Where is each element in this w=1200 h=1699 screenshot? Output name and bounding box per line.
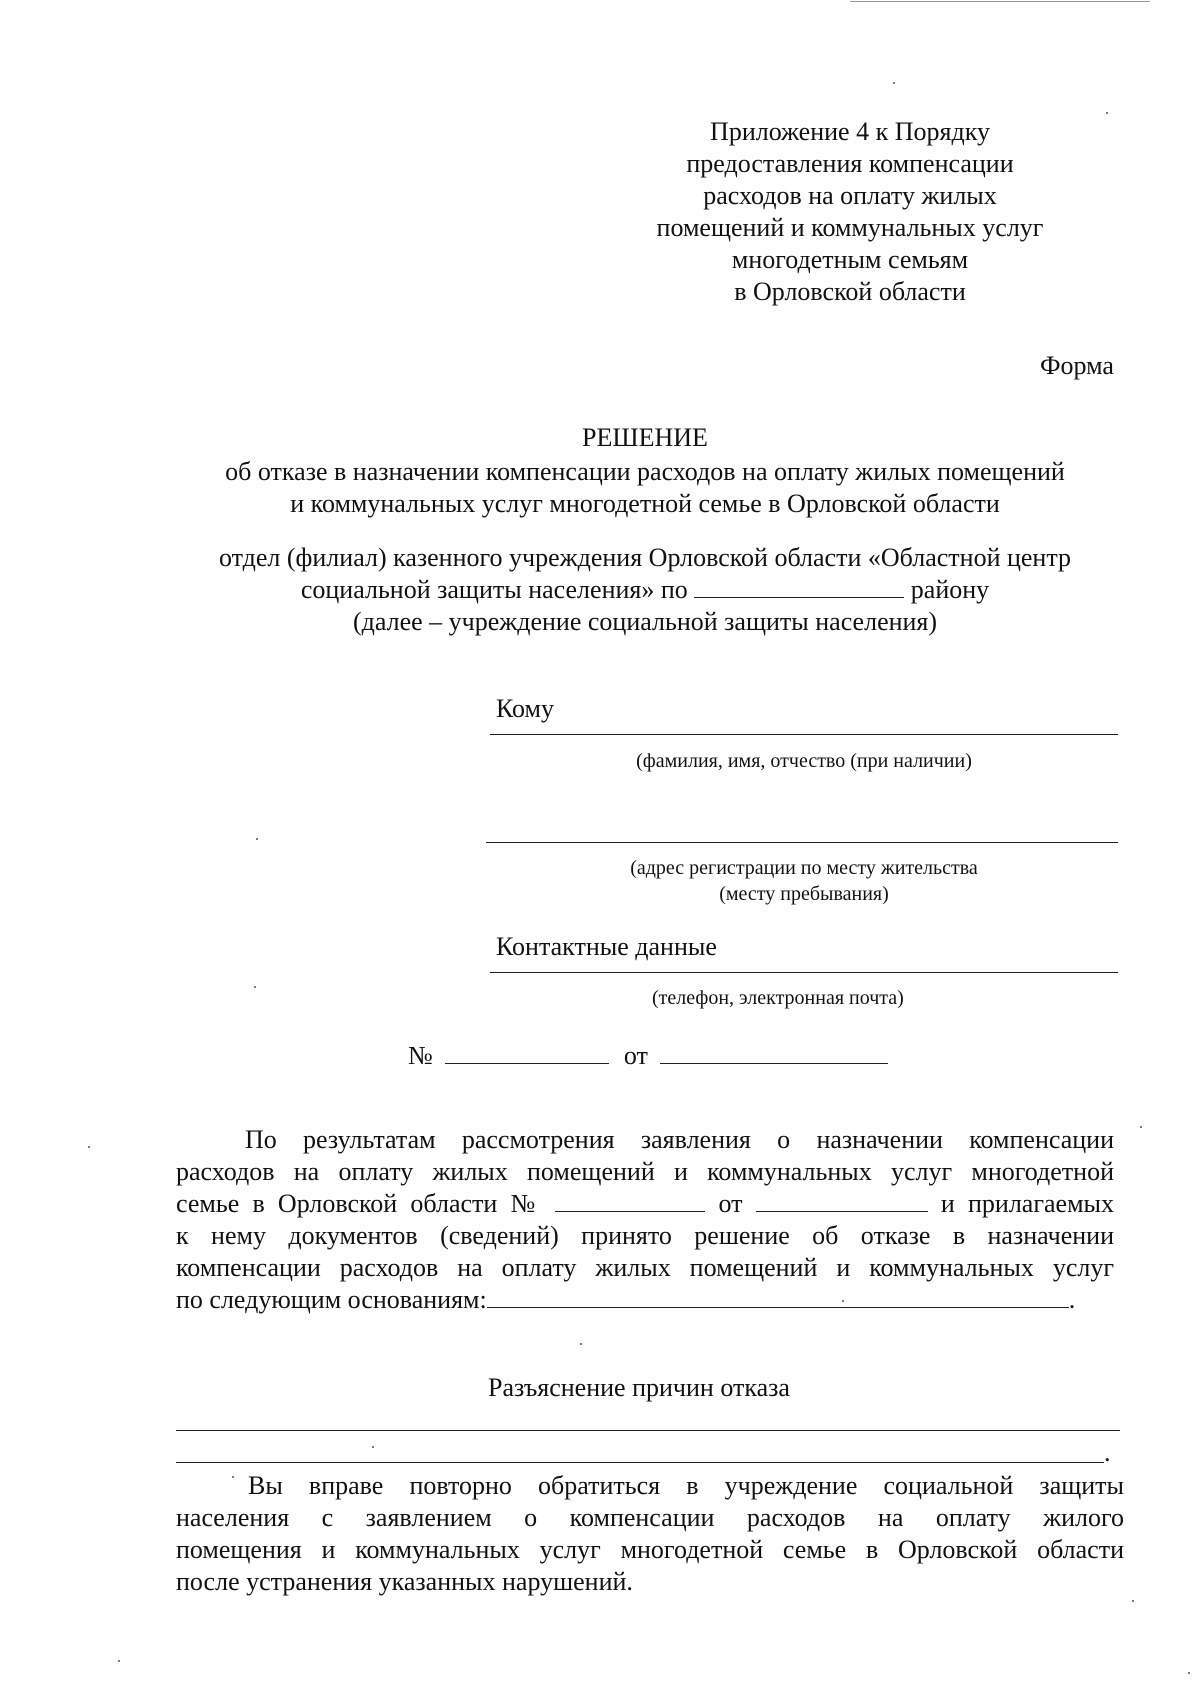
annex-line: многодетным семьям: [731, 245, 969, 274]
recipient-name-line[interactable]: [490, 734, 1118, 735]
institution-line-2-suffix: району: [910, 575, 990, 604]
body-text: и прилагаемых: [940, 1189, 1115, 1218]
institution-line-2-prefix: социальной защиты населения» по: [300, 575, 688, 604]
body-line: компенсации расходов на оплату жилых помещений и коммунальных услуг: [176, 1253, 1114, 1282]
body-line: расходов на оплату жилых помещений и коммунальных услуг многодетной: [176, 1157, 1114, 1186]
name-hint: (фамилия, имя, отчество (при наличии): [636, 750, 972, 772]
scan-speck: [1106, 112, 1108, 114]
scan-speck: [232, 1476, 234, 1478]
body-line: [176, 1188, 1114, 1220]
to-label: Кому: [496, 694, 555, 723]
closing-line: помещения и коммунальных услуг многодетной семье в Орловской области: [176, 1535, 1124, 1564]
body-line: к нему документов (сведений) принято решение об отказе в назначении: [176, 1221, 1114, 1250]
body-text: от: [718, 1189, 743, 1218]
body-text: по следующим основаниям:: [176, 1285, 487, 1314]
annex-line: Приложение 4 к Порядку: [710, 117, 990, 146]
annex-block: [630, 116, 1070, 308]
from-label: от: [623, 1041, 648, 1070]
scan-speck: [1140, 1126, 1142, 1128]
scan-speck: [1188, 1672, 1190, 1674]
district-blank[interactable]: [694, 575, 904, 598]
body-paragraph: [176, 1124, 1114, 1316]
scan-speck: [372, 1446, 374, 1448]
body-line: [176, 1284, 1114, 1316]
annex-line: предоставления компенсации: [686, 149, 1014, 178]
contacts-line[interactable]: [490, 972, 1118, 973]
decision-subtitle: [0, 456, 1200, 520]
address-hint-line: (адрес регистрации по месту жительства: [630, 857, 978, 879]
application-number-blank[interactable]: [555, 1189, 705, 1212]
number-sign: №: [408, 1041, 433, 1070]
scan-speck: [118, 1660, 120, 1662]
decision-subtitle-line: и коммунальных услуг многодетной семье в Орловской области: [290, 489, 1000, 518]
recipient-address-line[interactable]: [486, 842, 1118, 843]
annex-line: расходов на оплату жилых: [703, 181, 997, 210]
scan-speck: [88, 1146, 90, 1148]
annex-line: помещений и коммунальных услуг: [656, 213, 1044, 242]
institution-block: [0, 542, 1200, 638]
annex-line: в Орловской области: [734, 277, 966, 306]
number-blank[interactable]: [445, 1041, 609, 1064]
address-hint-line: (месту пребывания): [719, 883, 889, 905]
address-hint: [490, 855, 1118, 907]
scan-speck: [256, 838, 258, 840]
institution-line-2: [0, 574, 1200, 606]
closing-paragraph: [176, 1470, 1124, 1598]
body-text: семье в Орловской области №: [176, 1189, 543, 1218]
scan-speck: [893, 82, 895, 84]
closing-line: после устранения указанных нарушений.: [176, 1567, 633, 1596]
number-line: [408, 1040, 888, 1072]
contacts-label: Контактные данные: [496, 932, 717, 961]
explanation-line-2[interactable]: [176, 1462, 1104, 1463]
scan-speck: [1132, 1600, 1134, 1602]
grounds-blank[interactable]: [487, 1285, 1069, 1308]
closing-line: Вы вправе повторно обратиться в учреждение социальной защиты: [248, 1471, 1124, 1500]
explanation-line-1[interactable]: [176, 1430, 1120, 1431]
closing-line: населения с заявлением о компенсации расходов на оплату жилого: [176, 1503, 1124, 1532]
scan-speck: [254, 986, 256, 988]
contacts-hint: (телефон, электронная почта): [652, 987, 904, 1009]
institution-line-1: отдел (филиал) казенного учреждения Орловской области «Областной центр: [218, 543, 1072, 572]
decision-title: РЕШЕНИЕ: [582, 423, 708, 452]
date-blank[interactable]: [660, 1041, 888, 1064]
institution-line-3: (далее – учреждение социальной защиты населения): [352, 607, 938, 636]
form-label: Форма: [1040, 351, 1114, 380]
body-end-period: .: [1068, 1285, 1076, 1314]
body-line: По результатам рассмотрения заявления о назначении компенсации: [245, 1125, 1114, 1154]
explanation-end-period: .: [1104, 1438, 1111, 1467]
scan-edge-line: [850, 1, 1150, 2]
explanation-title: Разъяснение причин отказа: [488, 1373, 790, 1402]
application-date-blank[interactable]: [756, 1189, 928, 1212]
scan-speck: [580, 1343, 582, 1345]
scan-speck: [842, 1300, 844, 1302]
decision-subtitle-line: об отказе в назначении компенсации расходов на оплату жилых помещений: [225, 457, 1065, 486]
